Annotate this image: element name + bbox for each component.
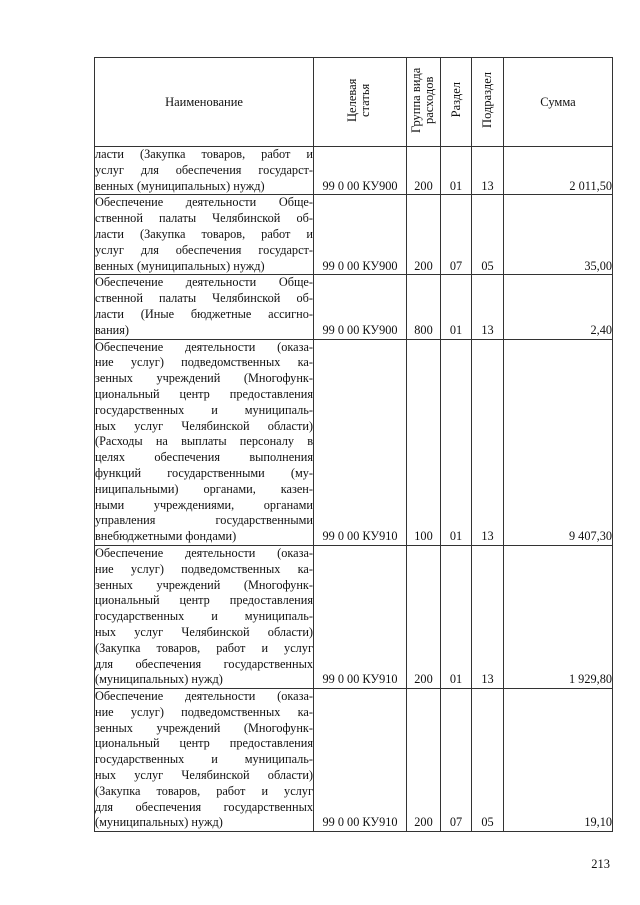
row-name-line: циональный центр предоставления [95,386,313,401]
table-row [95,195,613,275]
row-name-line: ние услуг) подведомственных ка- [95,704,313,719]
row-sum: 9 407,30 [504,339,613,545]
row-name-line: Обеспечение деятельности Обще- [95,195,313,210]
row-name-cell [95,339,314,545]
header-target-article-label: Целевая статья [345,78,372,122]
row-name-line: ласти (Закупка товаров, работ и [95,226,313,241]
row-name-line: Обеспечение деятельности (оказа- [95,689,313,704]
row-name-line: ласти (Иные бюджетные ассигно- [95,306,313,321]
row-name-line: для обеспечения государственных [95,799,313,814]
row-name-cell [95,275,314,339]
row-name-line: ние услуг) подведомственных ка- [95,355,313,370]
row-sum: 2,40 [504,275,613,339]
row-expense-group: 100 [407,339,441,545]
row-expense-group: 200 [407,689,441,832]
row-name-line: внебюджетными фондами) [95,529,237,544]
row-target-article: 99 0 00 КУ910 [314,689,407,832]
table-header-row [95,58,613,147]
row-name-line: государственных и муниципаль- [95,609,313,624]
row-sum: 2 011,50 [504,147,613,195]
row-name-line: зенных учреждений (Многофунк- [95,577,313,592]
row-name-line: Обеспечение деятельности (оказа- [95,545,313,560]
row-name-line: функций государственными (му- [95,465,313,480]
table-row [95,275,613,339]
table-body [95,147,613,832]
row-name-line: (Закупка товаров, работ и услуг [95,640,313,655]
row-name-cell [95,195,314,275]
row-name-line: ных услуг Челябинской области) [95,418,313,433]
row-section: 01 [441,545,472,688]
row-name-line: ние услуг) подведомственных ка- [95,561,313,576]
row-section: 07 [441,195,472,275]
row-name-line: ственной палаты Челябинской об- [95,211,313,226]
header-section [441,58,472,147]
row-sum: 35,00 [504,195,613,275]
row-target-article: 99 0 00 КУ910 [314,339,407,545]
row-section: 01 [441,147,472,195]
row-name-line: вания) [95,322,130,337]
row-name-line: ласти (Закупка товаров, работ и [95,147,313,161]
row-subsection: 13 [472,147,504,195]
row-name-line: услуг для обеспечения государст- [95,242,313,257]
budget-table [94,57,613,832]
row-target-article: 99 0 00 КУ910 [314,545,407,688]
table-row [95,545,613,688]
header-sum-label: Сумма [540,94,576,109]
row-target-article: 99 0 00 КУ900 [314,147,407,195]
row-name-line: (муниципальных) нужд) [95,672,223,687]
row-name-line: Обеспечение деятельности Обще- [95,275,313,290]
header-section-label: Раздел [448,82,463,118]
row-name-line: для обеспечения государственных [95,656,313,671]
row-sum: 1 929,80 [504,545,613,688]
row-name-line: ственной палаты Челябинской об- [95,291,313,306]
header-subsection-label: Подраздел [480,72,494,128]
row-name-line: услуг для обеспечения государст- [95,162,313,177]
row-name-line: (муниципальных) нужд) [95,815,223,830]
row-section: 01 [441,275,472,339]
row-name-cell [95,689,314,832]
row-name-line: венных (муниципальных) нужд) [95,258,265,273]
row-name-line: ных услуг Челябинской области) [95,768,313,783]
row-name-line: венных (муниципальных) нужд) [95,178,265,193]
row-name-line: управления государственными [95,513,313,528]
row-name-line: (Расходы на выплаты персоналу в [95,434,313,449]
row-subsection: 05 [472,195,504,275]
row-name-line: циональный центр предоставления [95,593,313,608]
header-expense-group-label: Группа вида расходов [408,67,436,133]
row-expense-group: 800 [407,275,441,339]
header-sum [504,58,613,147]
row-sum: 19,10 [504,689,613,832]
header-target-article [314,58,407,147]
row-name-cell [95,545,314,688]
row-subsection: 13 [472,275,504,339]
row-name-line: зенных учреждений (Многофунк- [95,720,313,735]
row-target-article: 99 0 00 КУ900 [314,195,407,275]
row-section: 07 [441,689,472,832]
table-row [95,689,613,832]
row-expense-group: 200 [407,147,441,195]
row-name-line: государственных и муниципаль- [95,752,313,767]
header-subsection [472,58,504,147]
row-name-cell [95,147,314,195]
row-name-line: Обеспечение деятельности (оказа- [95,339,313,354]
row-name-line: ных услуг Челябинской области) [95,624,313,639]
row-expense-group: 200 [407,545,441,688]
header-name [95,58,314,147]
row-subsection: 13 [472,545,504,688]
row-name-line: зенных учреждений (Многофунк- [95,371,313,386]
header-name-label: Наименование [165,94,243,109]
table-row [95,147,613,195]
page-number: 213 [591,857,610,871]
row-section: 01 [441,339,472,545]
row-name-line: (Закупка товаров, работ и услуг [95,783,313,798]
row-subsection: 13 [472,339,504,545]
row-name-line: ными учреждениями, органами [95,497,313,512]
row-subsection: 05 [472,689,504,832]
row-expense-group: 200 [407,195,441,275]
row-target-article: 99 0 00 КУ900 [314,275,407,339]
row-name-line: целях обеспечения выполнения [95,450,313,465]
header-expense-group [407,58,441,147]
row-name-line: государственных и муниципаль- [95,402,313,417]
table-row [95,339,613,545]
row-name-line: циональный центр предоставления [95,736,313,751]
row-name-line: ниципальными) органами, казен- [95,481,313,496]
